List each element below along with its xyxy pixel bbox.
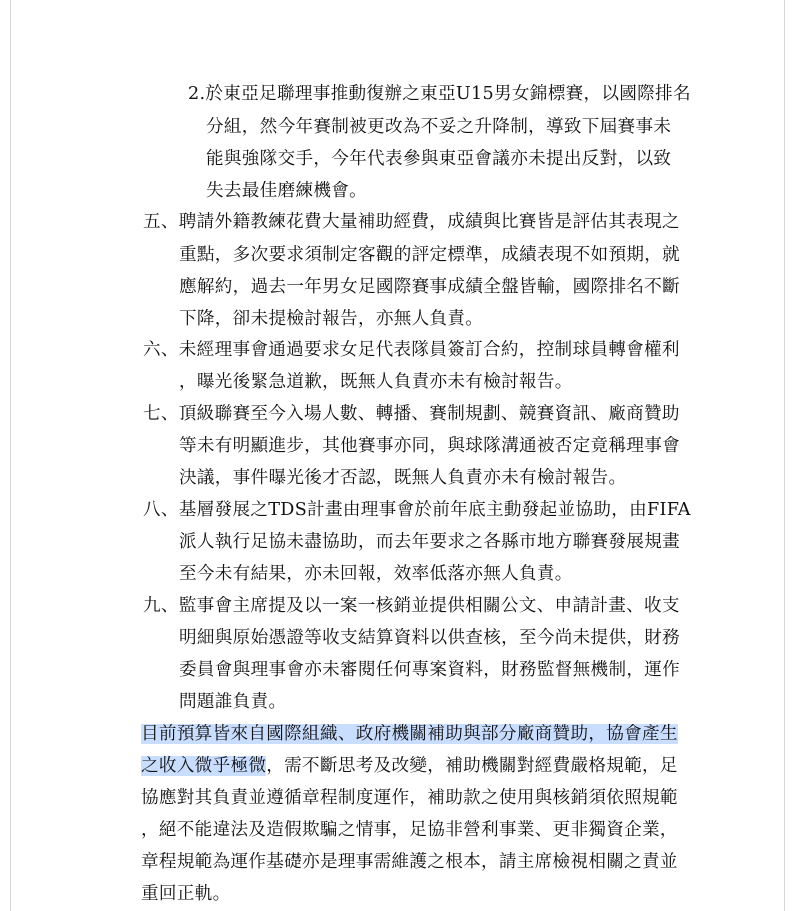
item-5-line-1: 五、聘請外籍教練花費大量補助經費，成績與比賽皆是評估其表現之 — [143, 212, 680, 232]
item-5-line-2: 重點，多次要求須制定客觀的評定標準，成績表現不如預期，就 — [179, 245, 681, 265]
conclusion-line-1 — [141, 718, 678, 750]
item-8-line-2: 派人執行足協未盡協助，而去年要求之各縣市地方聯賽發展規畫 — [179, 532, 681, 552]
item-7-line-1: 七、頂級聯賽至今入場人數、轉播、賽制規劃、競賽資訊、廠商贊助 — [143, 404, 680, 424]
item-8-line-1: 八、基層發展之TDS計畫由理事會於前年底主動發起並協助，由FIFA — [143, 500, 691, 520]
conclusion-line-2-text: ，需不斷思考及改變，補助機關對經費嚴格規範，足 — [266, 756, 678, 776]
item-9-line-3: 委員會與理事會亦未審閱任何專案資料，財務監督無機制，運作 — [179, 660, 681, 680]
item-6-line-2: ，曝光後緊急道歉，既無人負責亦未有檢討報告。 — [179, 372, 573, 392]
item-2-line-3: 能與強隊交手，今年代表參與東亞會議亦未提出反對，以致 — [206, 149, 672, 169]
item-9-line-2: 明細與原始憑證等收支結算資料以供查核，至今尚未提供，財務 — [179, 628, 681, 648]
conclusion-line-2 — [141, 750, 678, 782]
item-5-line-4: 下降，卻未提檢討報告，亦無人負責。 — [179, 309, 484, 329]
conclusion-line-5: 章程規範為運作基礎亦是理事需維護之根本，請主席檢視相關之責並 — [141, 852, 678, 872]
conclusion-line-4: ，絕不能違法及造假欺騙之情事，足協非營利事業、更非獨資企業， — [141, 820, 678, 840]
item-8-line-3: 至今未有結果，亦未回報，效率低落亦無人負責。 — [179, 564, 573, 584]
document-page — [10, 0, 785, 911]
item-7-line-3: 決議，事件曝光後才否認，既無人負責亦未有檢討報告。 — [179, 468, 627, 488]
item-2-line-1: 2.於東亞足聯理事推動復辦之東亞U15男女錦標賽，以國際排名 — [188, 84, 691, 104]
conclusion-line-6: 重回正軌。 — [141, 884, 231, 904]
item-5-line-3: 應解約，過去一年男女足國際賽事成績全盤皆輸，國際排名不斷 — [179, 277, 681, 297]
item-9-line-4: 問題誰負責。 — [179, 692, 287, 712]
selected-text-highlight-end[interactable]: 之收入微乎極微 — [141, 756, 267, 776]
item-2-line-4: 失去最佳磨練機會。 — [206, 181, 368, 201]
item-2-line-2: 分組，然今年賽制被更改為不妥之升降制，導致下屆賽事未 — [206, 117, 672, 137]
item-9-line-1: 九、監事會主席提及以一案一核銷並提供相關公文、申請計畫、收支 — [143, 596, 680, 616]
selected-text-highlight[interactable]: 目前預算皆來自國際組織、政府機關補助與部分廠商贊助，協會產生 — [141, 724, 678, 744]
conclusion-line-3: 協應對其負責並遵循章程制度運作，補助款之使用與核銷須依照規範 — [141, 788, 678, 808]
item-6-line-1: 六、未經理事會通過要求女足代表隊員簽訂合約，控制球員轉會權利 — [143, 340, 680, 360]
item-7-line-2: 等未有明顯進步，其他賽事亦同，與球隊溝通被否定竟稱理事會 — [179, 436, 681, 456]
